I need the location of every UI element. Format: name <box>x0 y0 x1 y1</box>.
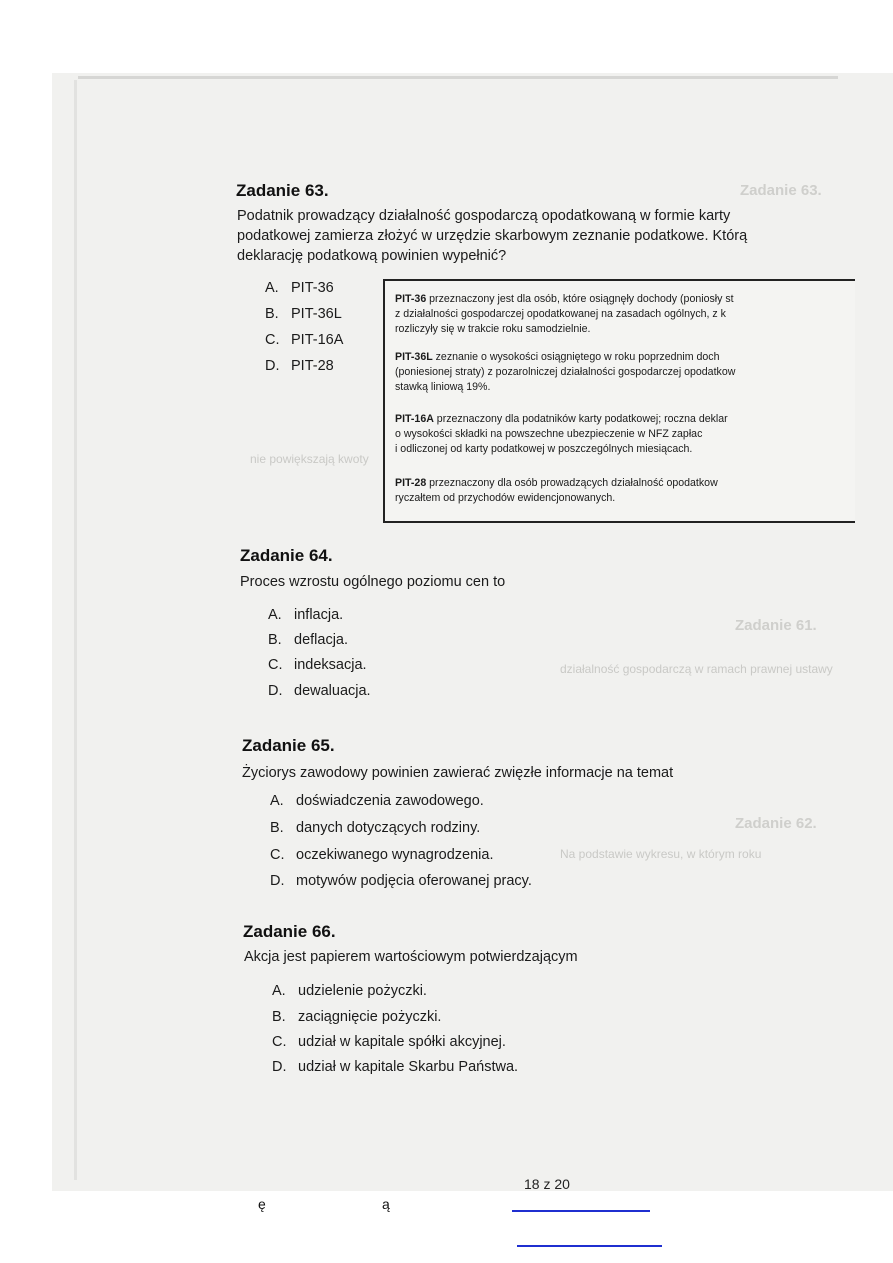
answer-option-b[interactable]: B. deflacja. <box>268 632 349 648</box>
bleed-through-text: Zadanie 61. <box>735 617 817 634</box>
bleed-through-text: Zadanie 63. <box>740 182 822 199</box>
info-paragraph-pit-36: PIT-36 przeznaczony jest dla osób, które osiągnęły dochody (poniosły st z działalności gospodarczej opodatkowanej na zasadach ogólnych, z k rozliczyły się w trakcie roku samodzielnie. <box>395 293 734 335</box>
bleed-through-text: działalność gospodarczą w ramach prawnej ustawy <box>560 662 833 676</box>
footer-link-underline[interactable] <box>517 1245 662 1247</box>
question-title: Zadanie 65. <box>242 736 335 755</box>
page-edge <box>74 80 77 1180</box>
answer-option-b[interactable]: B. danych dotyczących rodziny. <box>270 820 481 836</box>
question-text: Proces wzrostu ogólnego poziomu cen to <box>240 574 506 590</box>
footer-char: ą <box>382 1196 390 1212</box>
bleed-through-text: nie powiększają kwoty <box>250 452 369 466</box>
answer-option-a[interactable]: A. udzielenie pożyczki. <box>272 983 427 999</box>
answer-option-a[interactable]: A. inflacja. <box>268 607 344 623</box>
info-paragraph-pit-16a: PIT-16A przeznaczony dla podatników karty podatkowej; roczna deklar o wysokości składki na powszechne ubezpieczenie w NFZ zapłac i odliczonej od karty podatkowej w poszczególnych miesiącach. <box>395 413 728 455</box>
answer-option-b[interactable]: B. PIT-36L <box>265 306 342 322</box>
footer-char: ę <box>258 1196 266 1212</box>
answer-option-c[interactable]: C. indeksacja. <box>268 657 367 673</box>
question-title: Zadanie 64. <box>240 546 333 565</box>
footer-link-underline[interactable] <box>512 1210 650 1212</box>
answer-option-b[interactable]: B. zaciągnięcie pożyczki. <box>272 1009 442 1025</box>
question-text <box>237 206 847 266</box>
bleed-through-text: Zadanie 62. <box>735 815 817 832</box>
answer-option-d[interactable]: D. motywów podjęcia oferowanej pracy. <box>270 873 532 889</box>
answer-option-a[interactable]: A. PIT-36 <box>265 280 334 296</box>
info-paragraph-pit-28: PIT-28 przeznaczony dla osób prowadzących działalność opodatkow ryczałtem od przychodów ewidencjonowanych. <box>395 477 718 504</box>
question-text: Akcja jest papierem wartościowym potwierdzającym <box>244 949 578 965</box>
question-line: deklarację podatkową powinien wypełnić? <box>237 248 507 264</box>
page-edge <box>78 76 838 79</box>
question-line: podatkowej zamierza złożyć w urzędzie skarbowym zeznanie podatkowe. Którą <box>237 228 748 244</box>
answer-option-c[interactable]: C. oczekiwanego wynagrodzenia. <box>270 847 494 863</box>
question-line: Podatnik prowadzący działalność gospodarczą opodatkowaną w formie karty <box>237 208 731 224</box>
answer-option-d[interactable]: D. dewaluacja. <box>268 683 371 699</box>
info-paragraph-pit-36l: PIT-36L zeznanie o wysokości osiągniętego w roku poprzednim doch (poniesionej straty) z pozarolniczej działalności gospodarczej opodatkow stawką liniową 19%. <box>395 351 736 393</box>
page-number: 18 z 20 <box>524 1176 570 1192</box>
answer-option-c[interactable]: C. PIT-16A <box>265 332 344 348</box>
answer-option-c[interactable]: C. udział w kapitale spółki akcyjnej. <box>272 1034 506 1050</box>
question-title: Zadanie 63. <box>236 181 329 200</box>
answer-option-a[interactable]: A. doświadczenia zawodowego. <box>270 793 484 809</box>
question-title: Zadanie 66. <box>243 922 336 941</box>
answer-option-d[interactable]: D. udział w kapitale Skarbu Państwa. <box>272 1059 519 1075</box>
pit-info-box <box>383 279 855 523</box>
bleed-through-text: Na podstawie wykresu, w którym roku <box>560 847 762 861</box>
answer-option-d[interactable]: D. PIT-28 <box>265 358 334 374</box>
question-text: Życiorys zawodowy powinien zawierać zwięzłe informacje na temat <box>242 765 674 781</box>
